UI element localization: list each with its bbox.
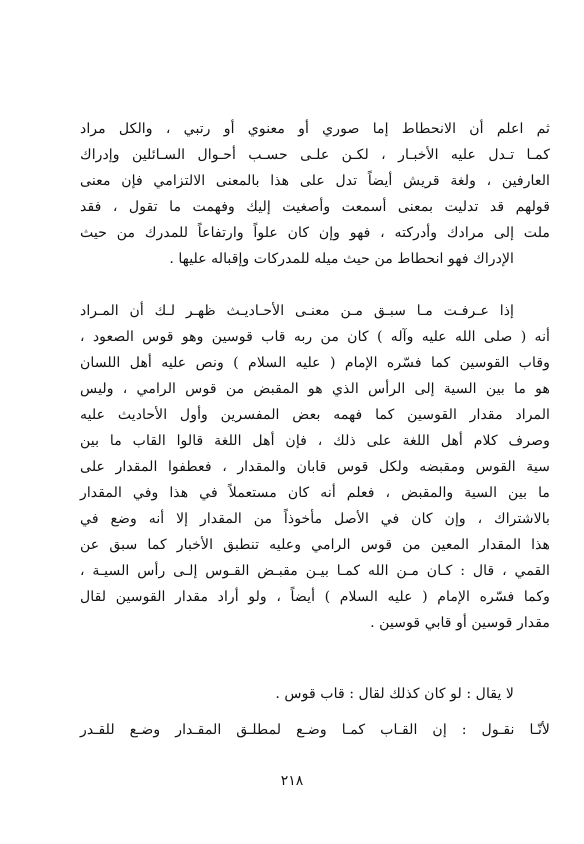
text-line: وصرف كلام أهل اللغة على ذلك ، فإن أهل اللغة قالوا القاب ما بين: [80, 433, 550, 449]
page-number: ٢١٨: [280, 773, 304, 789]
text-line: ملت إلى مرادك وأدركته ، فهو وإن كان علواً وارتفاعاً للمدرك من حيث: [80, 225, 550, 241]
text-line: سية القوس ومقبضه ولكل قوس قابان والمقدار ، فعطفوا المقدار على: [80, 459, 550, 475]
text-line: لا يقال : لو كان كذلك لقال : قاب قوس .: [275, 686, 514, 702]
text-line: ما بين السية والمقبض ، فعلم أنه كان مستعملاً في هذا وفي المقدار: [80, 485, 550, 501]
text-line: قولهم قد تدليت بمعنى أسمعت وأصغيت إليك وفهمت ما تقول ، فقد: [80, 199, 550, 215]
text-line: العارفين ، ولغة قريش أيضاً تدل على هذا بالمعنى الالتزامي فإن معنى: [80, 173, 550, 189]
text-line: الإدراك فهو انحطاط من حيث ميله للمدركات وإقباله عليها .: [169, 251, 514, 267]
text-line: القمي ، قال : كـان مـن الله كمـا بيـن مقبـض القـوس إلـى رأس السيـة ،: [80, 563, 550, 579]
text-line: مقدار قوسين أو قابي قوسين .: [370, 615, 550, 631]
text-line: وقاب القوسين كما فسّره الإمام ( عليه السلام ) ونص عليه أهل اللسان: [80, 355, 550, 371]
text-line: أنه ( صلى الله عليه وآله ) كان من ربه قاب قوسين وهو قوس الصعود ،: [80, 329, 550, 345]
text-line: لأنّـا نقـول : إن القـاب كمـا وضـع لمطلـق المقـدار وضـع للقـدر: [80, 722, 550, 738]
text-line: بالاشتراك ، وإن كان في الأصل مأخوذاً من المقدار إلا أنه وضع في: [80, 511, 550, 527]
text-line: كمـا تـدل عليه الأخبـار ، لكـن علـى حسـب أحـوال السـائلين وإدراك: [80, 147, 550, 163]
text-line: ثم اعلم أن الانحطاط إما صوري أو معنوي أو رتبي ، والكل مراد: [80, 121, 550, 137]
text-line: إذا عـرفـت مـا سبـق مـن معنـى الأحـاديـث ظهـر لـك أن المـراد: [80, 303, 514, 319]
text-line: وكما فسّره الإمام ( عليه السلام ) أيضاً ، ولو أراد مقدار القوسين لقال: [80, 589, 550, 605]
text-line: هذا المقدار المعين من قوس الرامي وعليه تنطبق الأخبار كما سبق عن: [80, 537, 550, 553]
text-line: المراد مقدار القوسين كما فهمه بعض المفسرين وأول الأحاديث عليه: [80, 407, 550, 423]
text-line: هو ما بين السية إلى الرأس الذي هو المقبض من قوس الرامي ، وليس: [80, 381, 550, 397]
